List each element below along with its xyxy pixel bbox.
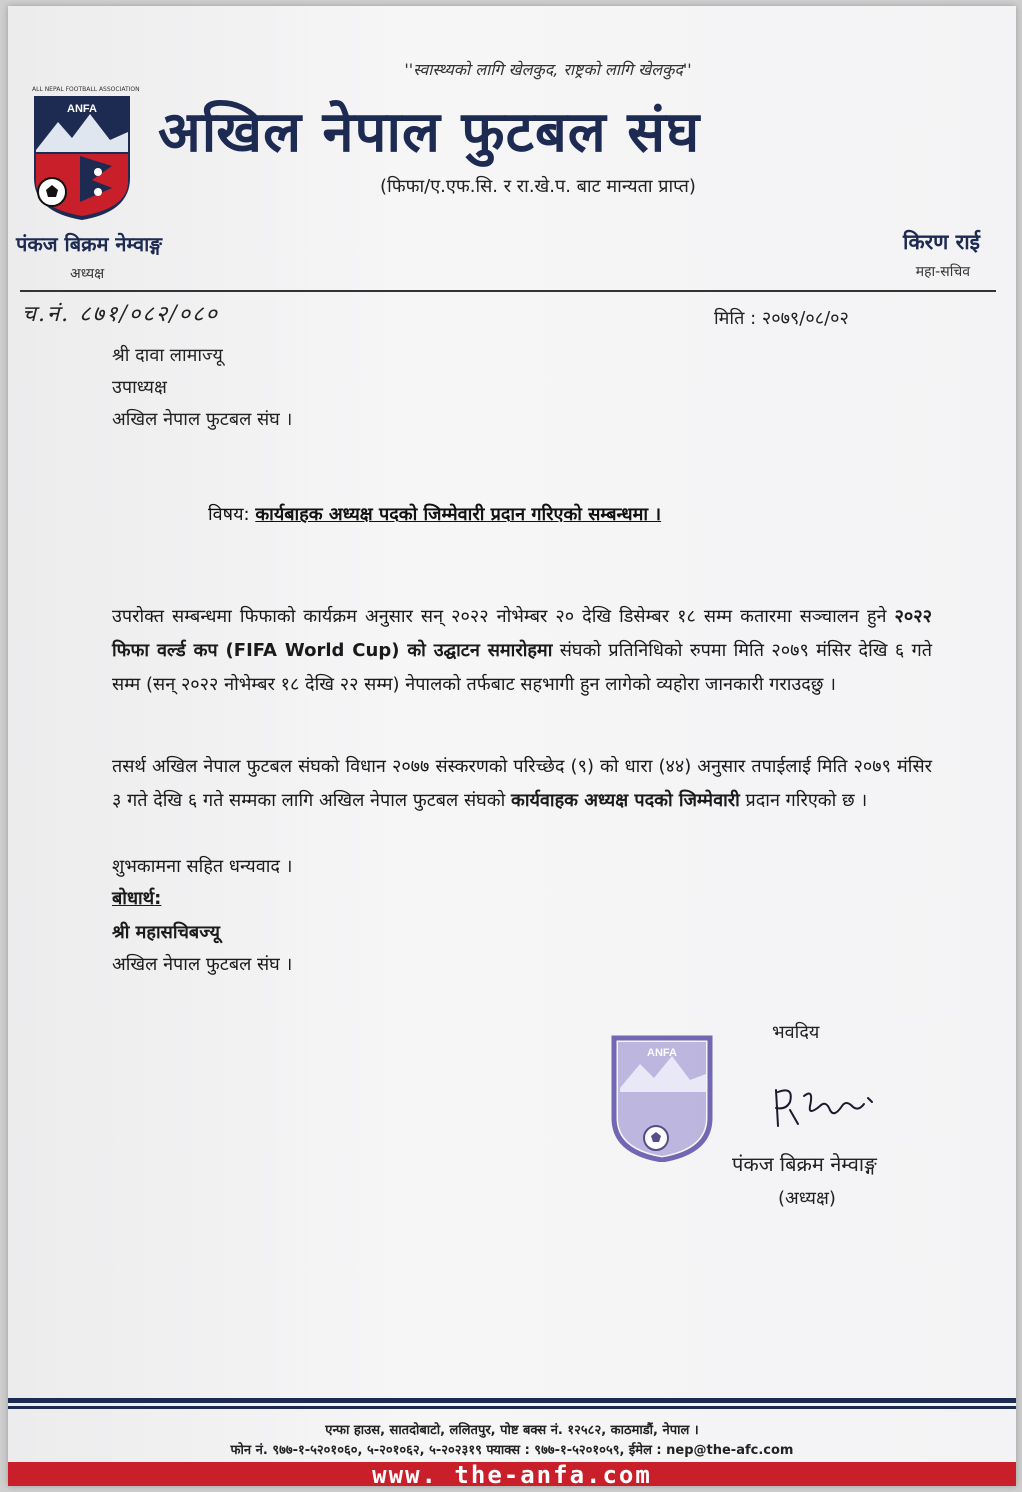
slogan: ''स्वास्थ्यको लागि खेलकुद, राष्ट्रको लागि खेलकुद''	[404, 60, 692, 79]
svg-text:ANFA: ANFA	[647, 1047, 677, 1059]
president-title: अध्यक्ष	[70, 266, 105, 282]
para2-text-c: प्रदान गरिएको छ ।	[739, 790, 868, 811]
para1-text-bold: २०२२ फिफा वर्ल्ड कप (FIFA World Cup) को उद्घाटन समारोहमा	[112, 606, 932, 661]
recipient-name: श्री दावा लामाज्यू	[112, 345, 223, 366]
recipient-org: अखिल नेपाल फुटबल संघ ।	[112, 409, 293, 430]
para2-text-bold: कार्यवाहक अध्यक्ष पदको जिम्मेवारी	[511, 790, 740, 811]
footer-address: एन्फा हाउस, सातदोबाटो, ललितपुर, पोष्ट बक्स नं. १२५८२, काठमाडौं, नेपाल ।	[325, 1423, 699, 1438]
recipient-title: उपाध्यक्ष	[112, 377, 167, 398]
header-divider	[20, 290, 996, 292]
closing-line: शुभकामना सहित धन्यवाद ।	[112, 856, 293, 877]
letter-date: मिति : २०७९/०८/०२	[714, 308, 849, 329]
president-name: पंकज बिक्रम नेम्वाङ्ग	[16, 232, 162, 256]
letter-page	[8, 6, 1016, 1486]
signatory-name: पंकज बिक्रम नेम्वाङ्ग	[732, 1152, 877, 1176]
footer-website: www. the-anfa.com	[8, 1462, 1016, 1486]
secretary-title: महा-सचिव	[915, 264, 970, 280]
logo-caption: ALL NEPAL FOOTBALL ASSOCIATION	[32, 86, 140, 93]
cc-name: श्री महासचिबज्यू	[112, 922, 220, 943]
body-paragraph-1	[112, 600, 932, 702]
secretary-name: किरण राई	[903, 230, 980, 254]
reference-number: च.नं. ८७१/०८२/०८०	[22, 302, 219, 327]
recognition-line: (फिफा/ए.एफ.सि. र रा.खे.प. बाट मान्यता प्राप्त)	[380, 176, 696, 197]
para1-text-a: उपरोक्त सम्बन्धमा फिफाको कार्यक्रम अनुसार सन् २०२२ नोभेम्बर २० देखि डिसेम्बर १८ सम्म कतारमा सञ्चालन हुने	[112, 606, 895, 627]
anfa-logo	[28, 92, 136, 222]
subject-label: विषय:	[208, 504, 250, 525]
signatory-title: (अध्यक्ष)	[778, 1188, 836, 1209]
cc-org: अखिल नेपाल फुटबल संघ ।	[112, 954, 293, 975]
signature-image	[768, 1076, 888, 1136]
subject-text: कार्यबाहक अध्यक्ष पदको जिम्मेवारी प्रदान गरिएको सम्बन्धमा ।	[255, 504, 662, 525]
para1-text-c: संघको प्रतिनिधिको रुपमा मिति २०७९ मंसिर देखि ६ गते सम्म (सन् २०२२ नोभेम्बर १८ देखि २२ सम्म) नेपालको तर्फबाट सहभागी हुन लागेको व्यहोरा जानकारी गराउदछु ।	[112, 640, 932, 695]
para2-text-a: तसर्थ अखिल नेपाल फुटबल संघको विधान २०७७ संस्करणको परिच्छेद (९) को धारा (४४) अनुसार तपाईलाई मिति २०७९ मंसिर ३ गते देखि ६ गते सम्मका लागि अखिल नेपाल फुटबल संघको	[112, 756, 932, 811]
svg-text:ANFA: ANFA	[67, 103, 97, 115]
body-paragraph-2	[112, 750, 932, 818]
anfa-stamp-icon	[610, 1034, 714, 1162]
footer-divider	[8, 1398, 1016, 1412]
org-title: अखिल नेपाल फुटबल संघ	[158, 100, 701, 165]
valediction: भवदिय	[772, 1022, 820, 1043]
footer-contact: फोन नं. ९७७-१-५२०१०६०, ५-२०१०६२, ५-२०२३१९ फ्याक्स : ९७७-१-५२०१०५९, ईमेल : nep@the-afc.com	[230, 1443, 794, 1458]
cc-label: बोधार्थ:	[112, 888, 162, 909]
subject-line	[208, 502, 848, 526]
